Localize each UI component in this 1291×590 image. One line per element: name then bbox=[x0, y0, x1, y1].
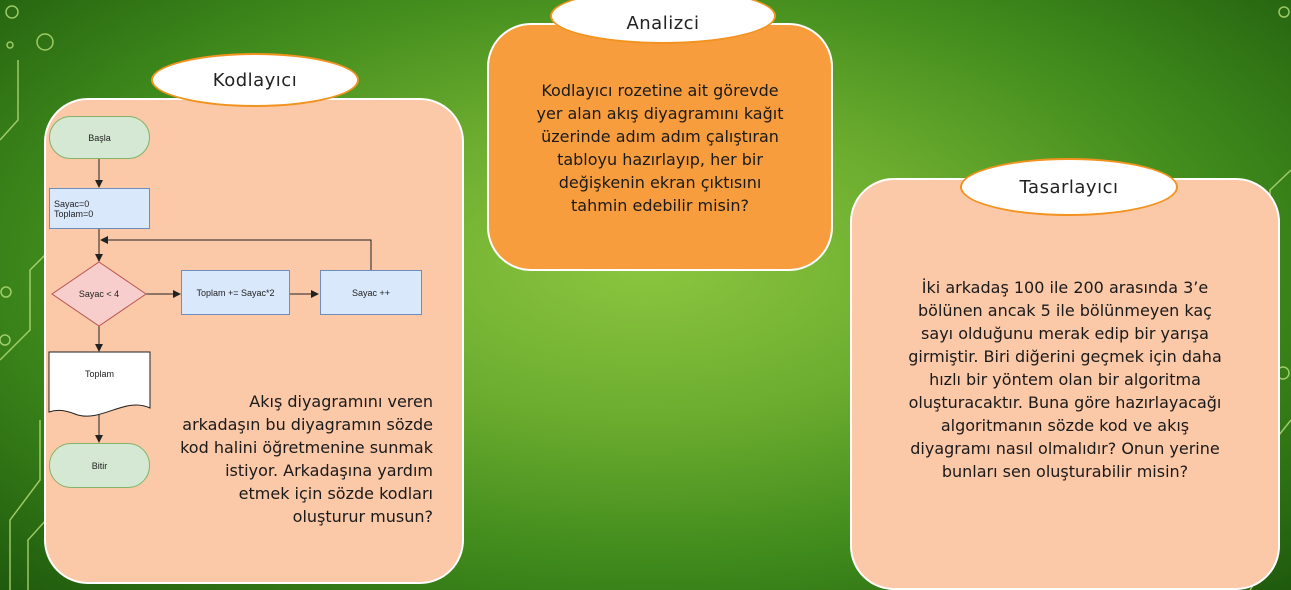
flowchart-init-line1: Sayac=0 bbox=[54, 198, 90, 209]
tasarlayici-text-line: algoritmanın sözde kod ve akış bbox=[940, 416, 1190, 435]
tasarlayici-text-line: bunları sen oluşturabilir misin? bbox=[941, 462, 1189, 481]
kodlayici-text-line: etmek için sözde kodları bbox=[238, 484, 433, 503]
tasarlayici-text-line: diyagramı nasıl olmalıdır? Onun yerine bbox=[910, 439, 1220, 458]
flowchart-update-node bbox=[181, 270, 290, 315]
kodlayici-text bbox=[120, 390, 433, 528]
flowchart-init-node bbox=[49, 188, 150, 229]
kodlayici-text-line: arkadaşın bu diyagramın sözde bbox=[182, 415, 433, 434]
tasarlayici-text-line: oluşturacaktır. Buna göre hazırlayacağı bbox=[908, 393, 1222, 412]
flowchart-start-label: Başla bbox=[88, 132, 111, 143]
flowchart-init-line2: Toplam=0 bbox=[54, 208, 94, 219]
analizci-title: Analizci bbox=[626, 12, 700, 34]
analizci-text bbox=[492, 79, 828, 217]
tasarlayici-text-line: girmiştir. Biri diğerini geçmek için daha bbox=[908, 347, 1222, 366]
flowchart-condition-label: Sayac < 4 bbox=[78, 289, 120, 299]
kodlayici-title: Kodlayıcı bbox=[212, 69, 298, 91]
kodlayici-text-line: oluşturur musun? bbox=[292, 507, 433, 526]
kodlayici-text-line: kod halini öğretmenine sunmak bbox=[180, 438, 433, 457]
analizci-text-line: tabloyu hazırlayıp, her bir bbox=[557, 150, 763, 169]
flowchart-output-label: Toplam bbox=[84, 369, 114, 379]
analizci-text-line: değişkenin ekran çıktısını bbox=[558, 173, 762, 192]
analizci-text-line: yer alan akış diyagramını kağıt bbox=[536, 104, 784, 123]
tasarlayici-text bbox=[856, 276, 1274, 483]
tasarlayici-title-badge bbox=[960, 158, 1178, 216]
analizci-text-line: üzerinde adım adım çalıştıran bbox=[541, 127, 779, 146]
flowchart-condition-node bbox=[52, 284, 146, 304]
flowchart-end-label: Bitir bbox=[91, 460, 108, 471]
flowchart-increment-node bbox=[320, 270, 422, 315]
flowchart-update-label: Toplam += Sayac*2 bbox=[196, 287, 275, 298]
flowchart-start-node bbox=[49, 116, 150, 159]
analizci-text-line: tahmin edebilir misin? bbox=[571, 196, 749, 215]
tasarlayici-text-line: bölünen ancak 5 ile bölünmeyen kaç bbox=[918, 301, 1212, 320]
tasarlayici-text-line: İki arkadaş 100 ile 200 arasında 3’e bbox=[921, 278, 1209, 297]
analizci-text-line: Kodlayıcı rozetine ait görevde bbox=[541, 81, 779, 100]
flowchart-increment-label: Sayac ++ bbox=[351, 287, 391, 298]
tasarlayici-text-line: sayı olduğunu merak edip bir yarışa bbox=[921, 324, 1209, 343]
tasarlayici-title: Tasarlayıcı bbox=[1019, 176, 1119, 198]
flowchart-output-node bbox=[49, 360, 150, 388]
kodlayici-text-line: Akış diyagramını veren bbox=[249, 392, 433, 411]
tasarlayici-text-line: hızlı bir yöntem olan bir algoritma bbox=[929, 370, 1201, 389]
kodlayici-text-line: istiyor. Arkadaşına yardım bbox=[225, 461, 433, 480]
